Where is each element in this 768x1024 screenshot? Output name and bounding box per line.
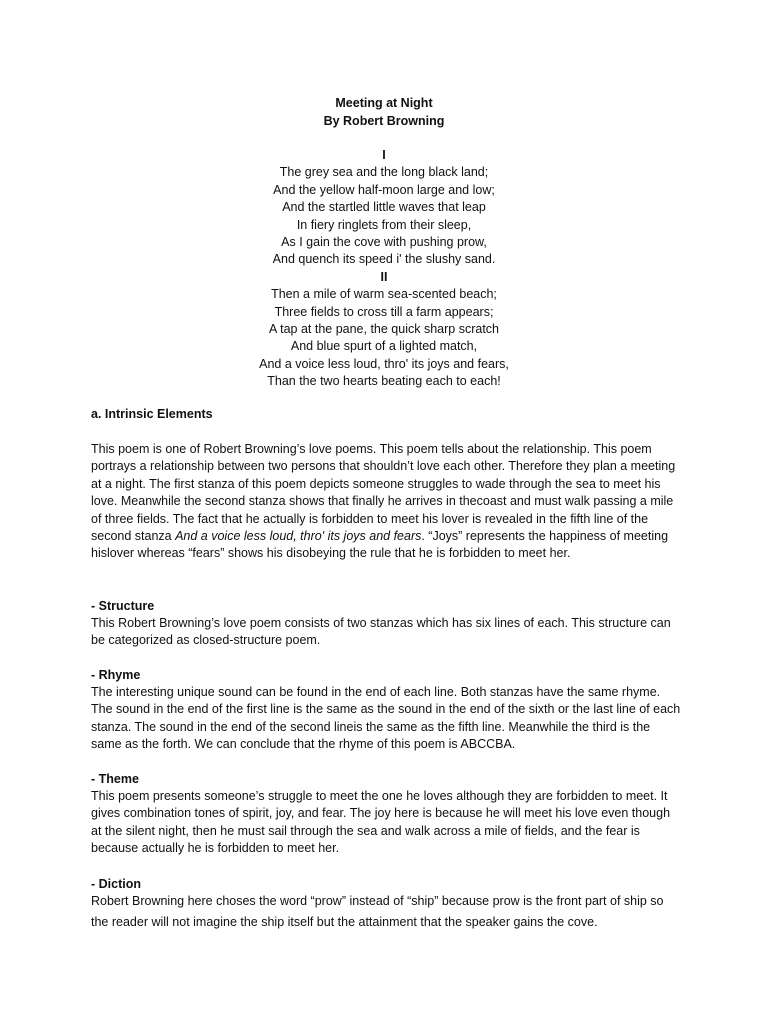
- poem-author: By Robert Browning: [323, 113, 445, 128]
- poem-line: A tap at the pane, the quick sharp scratch: [268, 322, 499, 337]
- stanza-1-numeral: I: [382, 148, 386, 162]
- poem-line: And the yellow half-moon large and low;: [273, 182, 495, 197]
- section-a-text-end: . “Joys” represents the happiness of meeting hislover whereas “fears” shows his disobeying the rule that he is forbidden to meet her.: [91, 529, 669, 561]
- poem-line: And a voice less loud, thro' its joys and fears,: [259, 356, 509, 371]
- poem-line: Then a mile of warm sea-scented beach;: [271, 287, 497, 302]
- section-a-heading: a. Intrinsic Elements: [91, 407, 213, 421]
- poem-line: In fiery ringlets from their sleep,: [296, 217, 472, 232]
- poem-title: Meeting at Night: [335, 96, 433, 110]
- rhyme-paragraph: The interesting unique sound can be found in the end of each line. Both stanzas have the same rhyme. The sound in the end of the first line is the same as the sound in the end of the sixth or the last line of each stanza. The sound in the end of the second lineis the same as the fifth line. Meanwhile the third is the same as the forth. We can conclude that the rhyme of this poem is ABCCBA.: [91, 685, 681, 752]
- quoted-poem-line: And a voice less loud, thro' its joys and fears: [175, 529, 422, 544]
- poem-line: As I gain the cove with pushing prow,: [281, 235, 487, 250]
- title-block: [0, 95, 768, 130]
- theme-heading: - Theme: [91, 772, 139, 786]
- structure-paragraph: This Robert Browning’s love poem consists of two stanzas which has six lines of each. This structure can be categorized as closed-structure poem.: [91, 616, 671, 648]
- stanza-2-numeral: II: [380, 269, 388, 284]
- section-a-text: This poem is one of Robert Browning’s love poems. This poem tells about the relationship. This poem portrays a relationship between two persons that shouldn’t love each other. Therefore they plan a meeting at a night. The first stanza of this poem depicts someone struggles to wade through the sea to meet his love. Meanwhile the second stanza shows that finally he arrives in thecoast and must walk passing a mile of three fields. The fact that he actually is forbidden to meet his lover is revealed in the fifth line of the second stanza: [91, 442, 676, 544]
- poem-line: Than the two hearts beating each to each!: [267, 374, 501, 389]
- section-a-paragraph: [91, 441, 681, 563]
- poem-line: And blue spurt of a lighted match,: [290, 339, 478, 354]
- diction-paragraph: Robert Browning here choses the word “prow” instead of “ship” because prow is the front part of ship so the reader will not imagine the ship itself but the attainment that the speaker gains the cove.: [91, 894, 664, 929]
- poem-line: And the startled little waves that leap: [282, 200, 486, 215]
- poem-line: Three fields to cross till a farm appears;: [274, 304, 494, 319]
- theme-paragraph: This poem presents someone’s struggle to meet the one he loves although they are forbidden to meet. It gives combination tones of spirit, joy, and fear. The joy here is because he will meet his love even though at the silent night, then he must sail through the sea and walk across a mile of fields, and the fear is because actually he is forbidden to meet her.: [91, 789, 671, 856]
- rhyme-heading: - Rhyme: [91, 668, 141, 682]
- structure-heading: - Structure: [91, 599, 155, 613]
- poem-text: [0, 147, 768, 391]
- poem-line: And quench its speed i' the slushy sand.: [272, 252, 496, 267]
- poem-line: The grey sea and the long black land;: [279, 165, 489, 180]
- diction-heading: - Diction: [91, 877, 141, 891]
